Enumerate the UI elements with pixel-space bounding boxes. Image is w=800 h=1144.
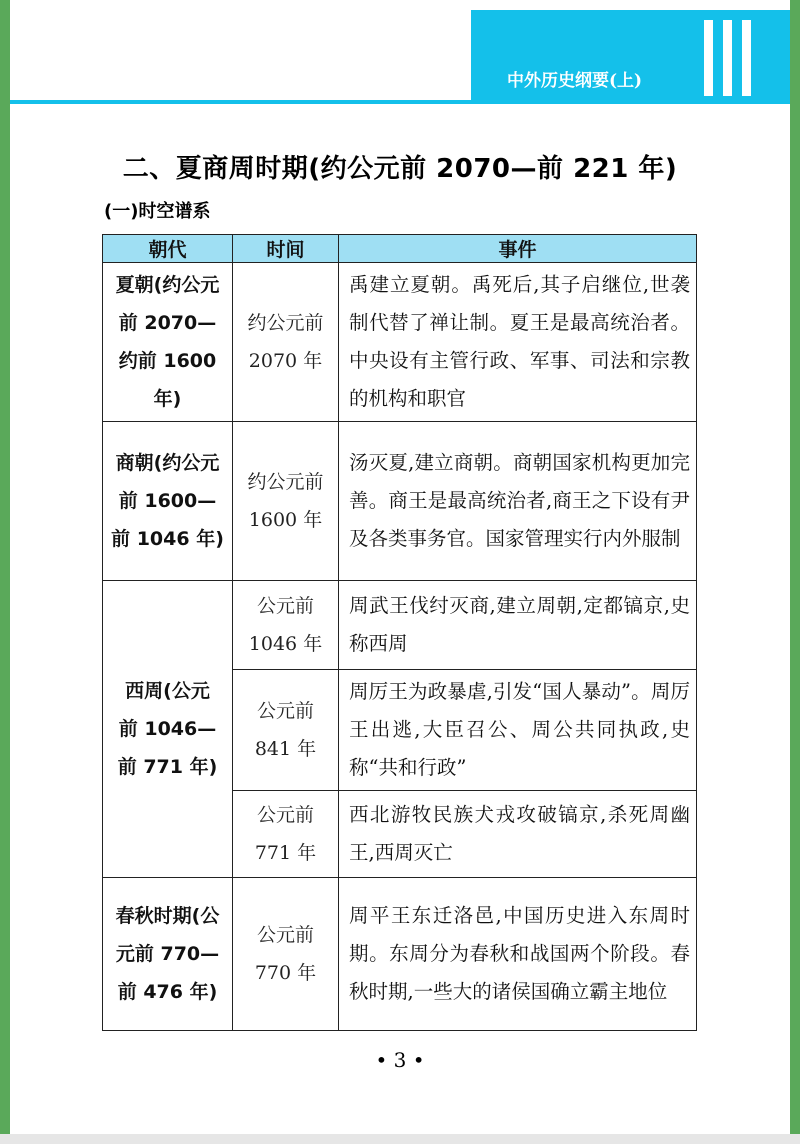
table-row bbox=[103, 422, 697, 581]
time-cell bbox=[233, 263, 339, 422]
time-line: 1600 年 bbox=[248, 509, 323, 531]
dynasty-line: 夏朝(约公元 bbox=[115, 274, 220, 296]
dynasty-line: 前 476 年) bbox=[117, 981, 218, 1003]
dynasty-line: 元前 770— bbox=[115, 943, 220, 965]
time-line: 2070 年 bbox=[248, 350, 323, 372]
table-row bbox=[103, 878, 697, 1031]
table-header-row bbox=[103, 235, 697, 263]
dynasty-line: 前 1046— bbox=[118, 718, 217, 740]
time-line: 770 年 bbox=[254, 962, 317, 984]
time-line: 公元前 bbox=[256, 595, 314, 617]
event-cell: 汤灭夏,建立商朝。商朝国家机构更加完善。商王是最高统治者,商王之下设有尹及各类事务官。国家管理实行内外服制 bbox=[339, 422, 697, 581]
event-cell: 禹建立夏朝。禹死后,其子启继位,世袭制代替了禅让制。夏王是最高统治者。中央设有主管行政、军事、司法和宗教的机构和职官 bbox=[339, 263, 697, 422]
dynasty-line: 前 2070— bbox=[118, 312, 217, 334]
page bbox=[10, 0, 790, 1134]
header-stripe bbox=[723, 20, 732, 96]
dynasty-line: 前 1600— bbox=[118, 490, 217, 512]
section-title: 二、夏商周时期(约公元前 2070—前 221 年) bbox=[122, 154, 678, 184]
event-cell: 周平王东迁洛邑,中国历史进入东周时期。东周分为春秋和战国两个阶段。春秋时期,一些大的诸侯国确立霸主地位 bbox=[339, 878, 697, 1031]
dynasty-cell bbox=[103, 422, 233, 581]
dynasty-line: 约前 1600 年) bbox=[118, 350, 217, 410]
column-header-dynasty: 朝代 bbox=[103, 235, 233, 263]
time-line: 约公元前 bbox=[247, 471, 324, 493]
timeline-table bbox=[102, 234, 697, 1031]
dynasty-cell bbox=[103, 263, 233, 422]
time-line: 1046 年 bbox=[248, 633, 323, 655]
column-header-time: 时间 bbox=[233, 235, 339, 263]
subsection-title: (一)时空谱系 bbox=[104, 201, 211, 222]
table-row bbox=[103, 581, 697, 670]
time-line: 约公元前 bbox=[247, 312, 324, 334]
page-number: • 3 • bbox=[375, 1048, 425, 1072]
time-cell bbox=[233, 670, 339, 791]
time-line: 771 年 bbox=[254, 842, 317, 864]
dynasty-cell bbox=[103, 581, 233, 878]
time-cell bbox=[233, 581, 339, 670]
book-title: 中外历史纲要(上) bbox=[507, 71, 643, 91]
dynasty-line: 西周(公元 bbox=[125, 680, 210, 702]
event-cell: 周武王伐纣灭商,建立周朝,定都镐京,史称西周 bbox=[339, 581, 697, 670]
dynasty-line: 前 771 年) bbox=[117, 756, 218, 778]
header-stripe bbox=[742, 20, 751, 96]
event-cell: 西北游牧民族犬戎攻破镐京,杀死周幽王,西周灭亡 bbox=[339, 791, 697, 878]
time-line: 841 年 bbox=[254, 738, 317, 760]
time-line: 公元前 bbox=[256, 924, 314, 946]
column-header-event: 事件 bbox=[339, 235, 697, 263]
header-stripe bbox=[704, 20, 713, 96]
table-row bbox=[103, 263, 697, 422]
time-line: 公元前 bbox=[256, 700, 314, 722]
event-cell: 周厉王为政暴虐,引发“国人暴动”。周厉王出逃,大臣召公、周公共同执政,史称“共和行政” bbox=[339, 670, 697, 791]
time-line: 公元前 bbox=[256, 804, 314, 826]
time-cell bbox=[233, 791, 339, 878]
time-cell bbox=[233, 878, 339, 1031]
dynasty-line: 前 1046 年) bbox=[111, 528, 224, 550]
dynasty-line: 商朝(约公元 bbox=[115, 452, 220, 474]
time-cell bbox=[233, 422, 339, 581]
dynasty-cell bbox=[103, 878, 233, 1031]
dynasty-line: 春秋时期(公 bbox=[115, 905, 220, 927]
bottom-bar bbox=[0, 1134, 800, 1144]
